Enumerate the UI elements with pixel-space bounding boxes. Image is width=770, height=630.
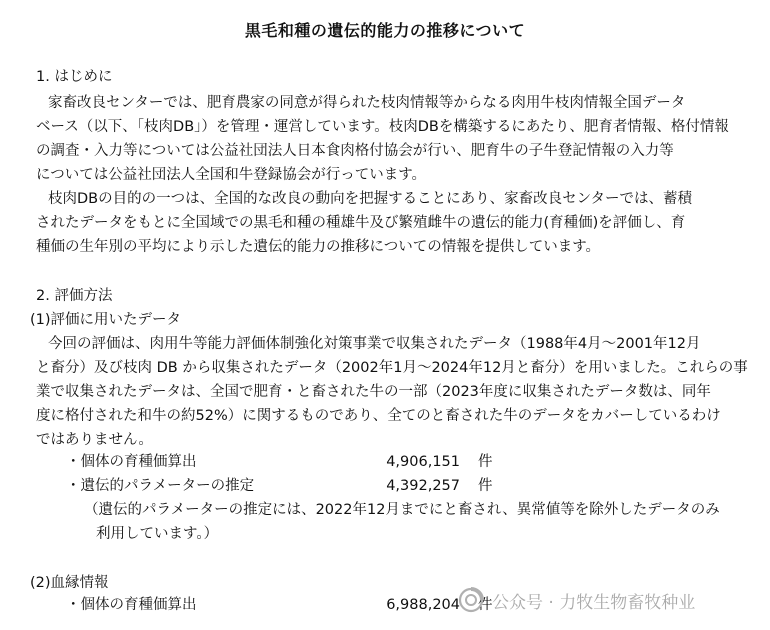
subsection-1-paragraph-line-3: 業で収集されたデータは、全国で肥育・と畜された牛の一部（2023年度に収集されたデータ数は、同年 xyxy=(36,384,711,400)
subsection-1-paragraph-line-4: 度に格付された和牛の約52%）に関するものであり、全てのと畜された牛のデータをカバーしているわけ xyxy=(36,408,721,424)
section-1-paragraph-1-line-3: の調査・入力等については公益社団法人日本食肉格付協会が行い、肥育牛の子牛登記情報の入力等 xyxy=(36,143,674,159)
subsection-2-heading: (2)血縁情報 xyxy=(30,575,109,591)
note-line-2: 利用しています。） xyxy=(96,526,219,542)
section-1-paragraph-2-line-2: されたデータをもとに全国域での黒毛和種の種雄牛及び繁殖雌牛の遺伝的能力(育種価)を評価し、育 xyxy=(36,215,686,231)
data-item-label: ・個体の育種価算出 xyxy=(66,454,197,470)
data-item-unit: 件 xyxy=(478,478,493,494)
data-item-value: 4,906,151 xyxy=(386,454,460,470)
data-item-label: ・遺伝的パラメーターの推定 xyxy=(66,478,255,494)
subsection-1-paragraph-line-2: と畜分）及び枝肉 DB から収集されたデータ（2002年1月～2024年12月と畜分）を用いました。これらの事 xyxy=(36,360,748,376)
subsection-1-heading: (1)評価に用いたデータ xyxy=(30,312,182,328)
data-item-unit: 件 xyxy=(478,597,493,613)
wechat-official-account-icon xyxy=(458,587,484,613)
page-title: 黒毛和種の遺伝的能力の推移について xyxy=(244,21,526,40)
section-1-paragraph-2-line-3: 種価の生年別の平均により示した遺伝的能力の推移についての情報を提供しています。 xyxy=(36,239,601,255)
data-item-value: 4,392,257 xyxy=(386,478,460,494)
section-1-paragraph-1-line-4: については公益社団法人全国和牛登録協会が行っています。 xyxy=(36,167,427,183)
watermark xyxy=(458,586,695,614)
data-item-value: 6,988,204 xyxy=(386,597,460,613)
note-line-1: （遺伝的パラメーターの推定には、2022年12月までにと畜され、異常値等を除外したデータのみ xyxy=(84,502,720,518)
section-2-heading: 2. 評価方法 xyxy=(36,288,113,304)
data-item-unit: 件 xyxy=(478,454,493,470)
section-1-paragraph-1-line-2: ベース（以下、「枝肉DB」）を管理・運営しています。枝肉DBを構築するにあたり、肥育者情報、格付情報 xyxy=(36,119,729,135)
subsection-1-paragraph-line-5: ではありません。 xyxy=(36,432,153,448)
section-1-heading: 1. はじめに xyxy=(36,69,113,85)
watermark-text: 公众号 · 力牧生物畜牧种业 xyxy=(492,592,696,613)
section-1-paragraph-2-line-1: 枝肉DBの目的の一つは、全国的な改良の動向を把握することにあり、家畜改良センターでは、蓄積 xyxy=(48,191,693,207)
data-item-label: ・個体の育種価算出 xyxy=(66,597,197,613)
subsection-1-paragraph-line-1: 今回の評価は、肉用牛等能力評価体制強化対策事業で収集されたデータ（1988年4月～2001年12月 xyxy=(48,336,701,352)
section-1-paragraph-1-line-1: 家畜改良センターでは、肥育農家の同意が得られた枝肉情報等からなる肉用牛枝肉情報全国データ xyxy=(48,95,686,111)
